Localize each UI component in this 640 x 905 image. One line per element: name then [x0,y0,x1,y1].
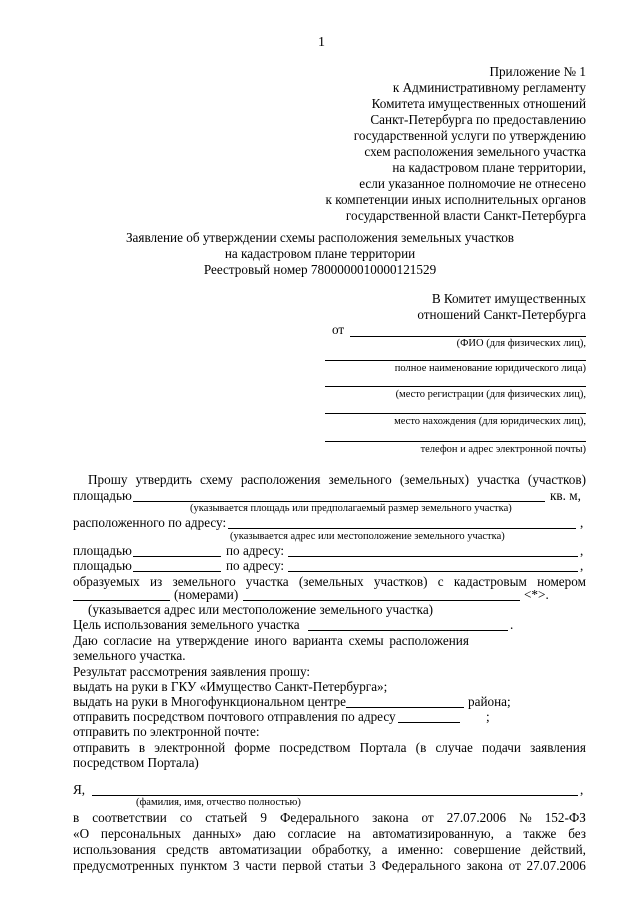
word: Даю [73,633,98,648]
word: кадастровым [453,574,527,589]
area-field[interactable] [133,571,221,572]
word: (земельных) [399,472,469,487]
page-number: 1 [318,35,325,50]
period: . [510,617,514,632]
word: «О [73,826,90,841]
word: 27.07.2006 [446,810,507,825]
legal-name-field[interactable] [325,360,586,361]
word: также [523,826,557,841]
mfc-district-field[interactable] [346,707,464,708]
word: земельного [172,574,236,589]
appendix-line: Комитета имущественных отношений [371,96,586,111]
word: на [157,633,171,648]
word: из [149,574,163,589]
word: отправить [73,740,130,755]
addressee-line: В Комитет имущественных [431,291,586,306]
field-hint: (указывается адрес или местоположение земельного участка) [230,531,505,542]
field-hint: (указывается площадь или предполагаемый размер земельного участка) [190,503,512,514]
word: закона [372,810,409,825]
addressee-line: отношений Санкт-Петербурга [417,307,586,322]
word: заявления [530,740,586,755]
word: согласие [103,633,152,648]
post-address-field[interactable] [398,722,460,723]
word: утвердить [135,472,192,487]
word: части [245,858,277,873]
field-hint: место нахождения (для юридических лиц), [394,416,586,427]
word: утверждение [176,633,249,648]
appendix-line: на кадастровом плане территории, [392,160,586,175]
address-field[interactable] [288,556,578,557]
word: подачи [481,740,521,755]
word: в [73,810,80,825]
area-label: площадью [73,543,132,558]
field-hint: (ФИО (для физических лиц), [456,338,586,349]
word: совершение [453,842,521,857]
word: участка [477,472,520,487]
word: соответствии [92,810,167,825]
contact-field[interactable] [325,441,586,442]
word: без [568,826,586,841]
appendix-block [326,64,586,224]
word: 9 [260,810,267,825]
word: № [519,810,532,825]
appendix-line: к компетенции иных исполнительных органов [325,192,586,207]
formed-line [73,574,586,590]
consent-end: земельного участка. [73,648,186,663]
appendix-line: государственной власти Санкт-Петербурга [345,208,586,223]
full-name-field[interactable] [92,795,578,796]
location-field[interactable] [325,413,586,414]
word: пунктом [179,858,228,873]
appendix-line: Санкт-Петербурга по предоставлению [370,112,586,127]
portal-end: посредством Портала) [73,755,199,770]
registration-place-field[interactable] [325,386,586,387]
word: статьей [205,810,248,825]
appendix-line: к Административному регламенту [392,80,586,95]
word: Федерального [279,810,360,825]
word: схему [199,472,233,487]
area-field[interactable] [133,556,221,557]
cadastral-number-field[interactable] [73,600,170,601]
word: статьи [327,858,364,873]
comma: , [580,558,584,573]
delivery-option-portal[interactable] [73,740,586,756]
word: с [437,574,444,589]
star-mark: <*>. [524,587,549,602]
word: Портала [359,740,407,755]
field-hint: телефон и адрес электронной почты) [420,444,586,455]
i-label: Я, [73,782,86,797]
comma: , [580,515,584,530]
purpose-label: Цель использования земельного участка [73,617,300,632]
title-line: на кадастровом плане территории [224,246,416,261]
word: данных» [192,826,242,841]
word: форме [234,740,271,755]
area-field[interactable] [133,501,545,502]
word: на [347,826,361,841]
delivery-option-email[interactable]: отправить по электронной почте: [73,724,260,739]
word: в [138,740,146,755]
word: 152-ФЗ [544,810,586,825]
word: расположения [389,633,469,648]
word: земельного [328,472,392,487]
word: (участков) [527,472,586,487]
word: посредством [279,740,351,755]
located-address-field[interactable] [228,528,576,529]
numbers-label: (номерами) [174,587,239,602]
purpose-field[interactable] [308,630,508,631]
area-label: площадью [73,488,132,503]
word: 3 [369,858,376,873]
word: обработку, [311,842,372,857]
title-line: Заявление об утверждении схемы расположения земельных участков [125,230,515,245]
word: участка [245,574,289,589]
field-hint: (место регистрации (для физических лиц), [395,389,586,400]
word: использования [73,842,156,857]
consent-line [73,633,469,649]
request-line [88,472,586,488]
delivery-option-gku[interactable]: выдать на руки в ГКУ «Имущество Санкт-Петербурга»; [73,679,388,694]
address-label: по адресу: [226,558,285,573]
word: электронной [154,740,226,755]
consent-paragraph-line [73,858,586,874]
word: предусмотренных [73,858,175,873]
cadastral-address-field[interactable] [243,600,520,601]
word: 3 [232,858,240,873]
word: средств [166,842,209,857]
word: участков) [373,574,428,589]
word: первой [282,858,322,873]
word: а [381,842,388,857]
consent-paragraph-line [73,842,586,858]
word: (в [415,740,427,755]
registry-number: Реестровый номер 7800000010000121529 [203,262,437,277]
word: случае [435,740,473,755]
word: образуемых [73,574,140,589]
word: от [508,858,521,873]
delivery-option-post[interactable]: отправить посредством почтового отправления по адресу [73,709,396,724]
appendix-line: государственной услуги по утверждению [353,128,586,143]
delivery-option-mfc[interactable]: выдать на руки в Многофункциональном центре [73,694,346,709]
word: Федерального [381,858,461,873]
word: персональных [100,826,182,841]
word: номером [537,574,586,589]
field-hint: (фамилия, имя, отчество полностью) [136,797,301,808]
word: Прошу [88,472,128,487]
word: а [505,826,512,841]
located-label: расположенного по адресу: [73,515,227,530]
result-label: Результат рассмотрения заявления прошу: [73,664,311,679]
consent-paragraph-line [73,826,586,842]
word: именно: [397,842,444,857]
word: автоматизированную, [372,826,494,841]
applicant-name-field[interactable] [350,336,586,337]
word: автоматизации [219,842,302,857]
appendix-line: Приложение № 1 [489,64,586,79]
field-hint: полное наименование юридического лица) [394,363,586,374]
word: со [179,810,193,825]
area-label: площадью [73,558,132,573]
comma: , [580,782,584,797]
word: 27.07.2006 [526,858,586,873]
word: согласие [287,826,336,841]
district-label: района; [468,694,511,709]
word: схемы [348,633,384,648]
address-field[interactable] [288,571,578,572]
appendix-line: если указанное полномочие не отнесено [359,176,586,191]
appendix-line: схем расположения земельного участка [364,144,586,159]
semicolon: ; [486,709,490,724]
word: варианта [292,633,343,648]
word: иного [254,633,287,648]
word: действий, [531,842,586,857]
consent-paragraph-line [73,810,586,826]
word: (земельных [298,574,364,589]
word: закона [466,858,503,873]
addressee [417,291,586,323]
from-label: от [332,322,345,337]
area-unit: кв. м, [550,488,581,503]
field-hint: (указывается адрес или местоположение земельного участка) [88,602,434,617]
word: даю [253,826,276,841]
word: расположения [240,472,321,487]
document-title [100,230,540,278]
address-label: по адресу: [226,543,285,558]
comma: , [580,543,584,558]
word: от [421,810,434,825]
